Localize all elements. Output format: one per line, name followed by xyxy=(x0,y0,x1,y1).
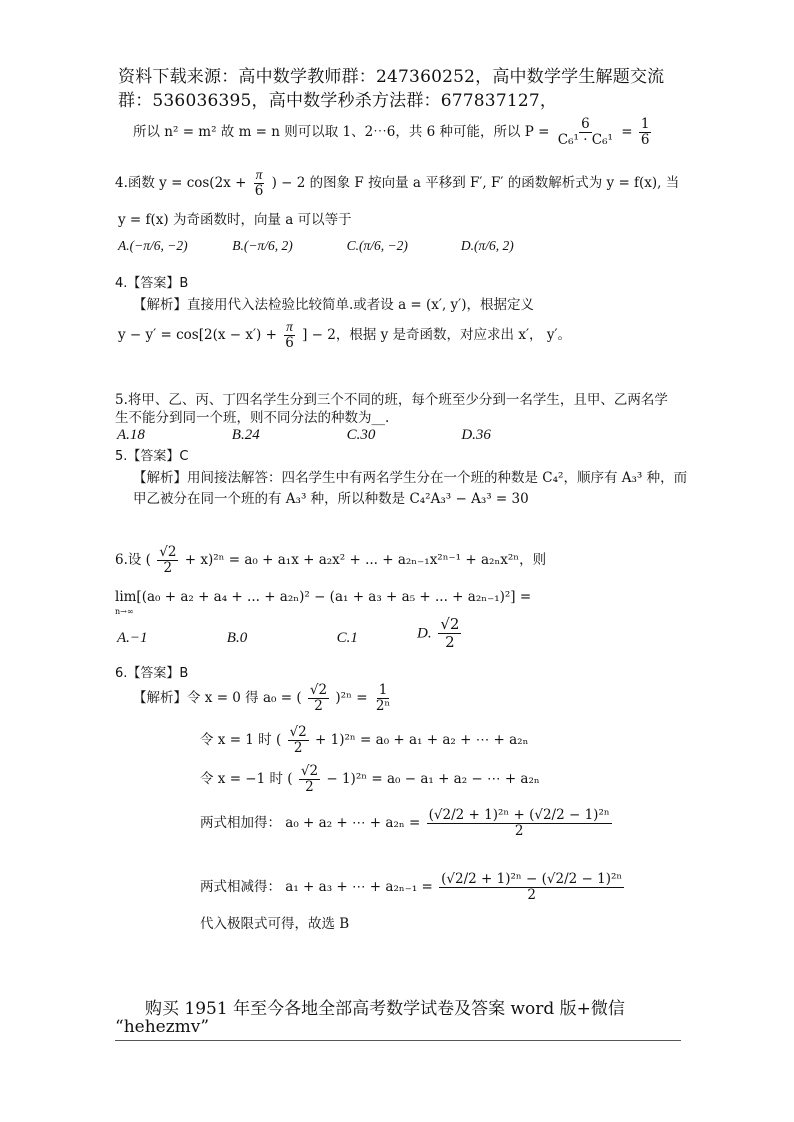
step1-part-a: 【解析】令 x = 0 得 a₀ = ( xyxy=(133,690,302,707)
step1-numerator: 1 xyxy=(378,682,388,698)
q4-option-c: C.(π/6, −2) xyxy=(346,238,408,253)
step5-fraction xyxy=(439,872,624,903)
q4-stem-line-2: y = f(x) 为奇函数时，向量 a 可以等于 xyxy=(118,212,352,228)
q4-pi-over-6 xyxy=(253,168,266,199)
q6-option-d xyxy=(417,616,463,651)
q6-option-d-label: D. xyxy=(417,625,432,642)
prev-solution-result xyxy=(639,117,652,148)
q4-analysis-part-2: ] − 2，根据 y 是奇函数，对应求出 x′， y′。 xyxy=(302,327,572,344)
q4-option-d: D.(π/6, 2) xyxy=(460,238,514,253)
pi-symbol: π xyxy=(286,319,293,334)
step4-numerator: (√2/2 + 1)²ⁿ + (√2/2 − 1)²ⁿ xyxy=(428,807,610,823)
footer-line-2: “hehezmv” xyxy=(115,1017,210,1037)
prev-solution xyxy=(133,117,653,148)
q4-option-a: A.(−π/6, −2) xyxy=(118,238,188,253)
step4-label: 两式相加得： a₀ + a₂ + ⋯ + a₂ₙ = xyxy=(200,815,421,832)
q4-analysis-fraction xyxy=(283,320,296,351)
step1-denominator: 2ⁿ xyxy=(375,697,391,714)
q6-option-c: C.1 xyxy=(336,630,358,646)
pi-symbol: π xyxy=(255,167,263,182)
q6-step-6: 代入极限式可得，故选 B xyxy=(200,916,350,932)
q6-step-5 xyxy=(200,872,626,903)
result-numerator: 1 xyxy=(640,116,650,132)
q5-stem-line-1: 5.将甲、乙、丙、丁四名学生分到三个不同的班，每个班至少分到一名学生，且甲、乙两名学 xyxy=(115,392,668,408)
fraction-denominator: C₆¹ · C₆¹ xyxy=(557,131,613,148)
q4-analysis-part-1: y − y′ = cos[2(x − x′) + xyxy=(118,327,277,344)
fraction-numerator: 6 xyxy=(581,116,590,132)
result-denominator: 6 xyxy=(640,131,650,148)
q6-step-2 xyxy=(200,725,528,756)
sqrt2: √2 xyxy=(440,615,460,633)
two-denominator: 2 xyxy=(305,778,314,795)
footer-divider xyxy=(115,1040,681,1041)
q6-step-1 xyxy=(133,683,394,714)
q5-analysis-line-2: 甲乙被分在同一个班的有 A₃³ 种，所以种数是 C₄²A₃³ − A₃³ = 30 xyxy=(133,491,529,507)
q4-stem-part-b: ) − 2 的图象 F 按向量 a 平移到 F′, F′ 的函数解析式为 y = f(x), 当 xyxy=(271,175,680,192)
q6-option-a: A.−1 xyxy=(117,630,148,646)
six-denominator: 6 xyxy=(285,334,294,351)
prev-solution-fraction xyxy=(556,117,615,148)
q4-options xyxy=(118,238,571,254)
q4-option-b: B.(−π/6, 2) xyxy=(232,238,293,253)
two-denominator: 2 xyxy=(314,697,323,714)
sqrt2: √2 xyxy=(300,763,319,779)
step5-label: 两式相减得： a₁ + a₃ + ⋯ + a₂ₙ₋₁ = xyxy=(200,879,433,896)
equals-sign: = xyxy=(621,124,633,141)
q6-stem-part-a: 6.设 ( xyxy=(115,552,151,569)
six-denominator: 6 xyxy=(254,182,264,199)
step1-result-fraction xyxy=(374,683,392,714)
q6-stem-part-b: + x)²ⁿ = a₀ + a₁x + a₂x² + ... + a₂ₙ₋₁x²ⁿ⁻¹ + a₂ₙx²ⁿ，则 xyxy=(184,552,547,569)
step2-sqrt-fraction xyxy=(288,725,309,756)
q6-step-4 xyxy=(200,808,614,839)
q4-stem-part-a: 4.函数 y = cos(2x + xyxy=(115,175,247,192)
q5-answer: 5.【答案】C xyxy=(115,449,189,464)
q5-option-b: B.24 xyxy=(231,427,260,443)
header-line-1: 资料下载来源：高中数学教师群：247360252，高中数学学生解题交流 xyxy=(118,67,665,87)
q5-stem-line-2: 生不能分到同一个班，则不同分法的种数为__. xyxy=(115,410,390,426)
step5-denominator: 2 xyxy=(527,886,536,903)
q4-stem-line-1 xyxy=(115,168,679,199)
step5-numerator: (√2/2 + 1)²ⁿ − (√2/2 − 1)²ⁿ xyxy=(441,871,623,887)
step3-part-a: 令 x = −1 时 ( xyxy=(200,771,293,788)
step2-part-b: + 1)²ⁿ = a₀ + a₁ + a₂ + ⋯ + a₂ₙ xyxy=(315,732,529,749)
step1-sqrt-fraction xyxy=(308,683,329,714)
step4-fraction xyxy=(427,808,612,839)
q4-analysis-line-1: 【解析】直接用代入法检验比较简单.或者设 a = (x′, y′)，根据定义 xyxy=(133,297,535,313)
sqrt2: √2 xyxy=(309,682,328,698)
q6-option-b: B.0 xyxy=(226,630,248,646)
step2-part-a: 令 x = 1 时 ( xyxy=(200,732,282,749)
q6-option-d-fraction xyxy=(438,616,461,651)
sqrt2: √2 xyxy=(289,724,307,740)
q6-answer: 6.【答案】B xyxy=(115,666,189,681)
q6-stem-line-1 xyxy=(115,545,546,576)
q4-analysis-line-2 xyxy=(118,320,571,351)
prev-solution-text: 所以 n² = m² 故 m = n 则可以取 1、2⋯6，共 6 种可能，所以 P = xyxy=(133,124,550,141)
q5-option-a: A.18 xyxy=(117,427,145,443)
footer-line-1: 购买 1951 年至今各地全部高考数学试卷及答案 word 版+微信 xyxy=(145,999,625,1019)
sqrt2: √2 xyxy=(159,544,177,560)
step3-part-b: − 1)²ⁿ = a₀ − a₁ + a₂ − ⋯ + a₂ₙ xyxy=(326,771,540,788)
header-line-2: 群：536036395，高中数学秒杀方法群：677837127， xyxy=(118,91,558,111)
q6-step-3 xyxy=(200,764,540,795)
q5-option-d: D.36 xyxy=(461,427,491,443)
q4-answer: 4.【答案】B xyxy=(115,276,189,291)
q6-sqrt2-over-2 xyxy=(157,545,178,576)
two-denominator: 2 xyxy=(163,559,173,576)
two-denominator: 2 xyxy=(293,739,303,756)
q6-limit-subscript: n→∞ xyxy=(115,607,134,616)
step3-sqrt-fraction xyxy=(299,764,320,795)
step4-denominator: 2 xyxy=(514,822,524,839)
q6-stem-line-2: lim[(a₀ + a₂ + a₄ + ... + a₂ₙ)² − (a₁ + a₃ + a₅ + ... + a₂ₙ₋₁)²] = xyxy=(115,589,532,605)
q5-analysis-line-1: 【解析】用间接法解答：四名学生中有两名学生分在一个班的种数是 C₄²，顺序有 A₃³ 种，而 xyxy=(133,470,688,486)
step1-part-b: )²ⁿ = xyxy=(335,690,368,707)
two-denominator: 2 xyxy=(445,632,455,651)
q5-options xyxy=(117,425,571,444)
q6-options xyxy=(117,628,417,647)
q5-option-c: C.30 xyxy=(346,427,376,443)
